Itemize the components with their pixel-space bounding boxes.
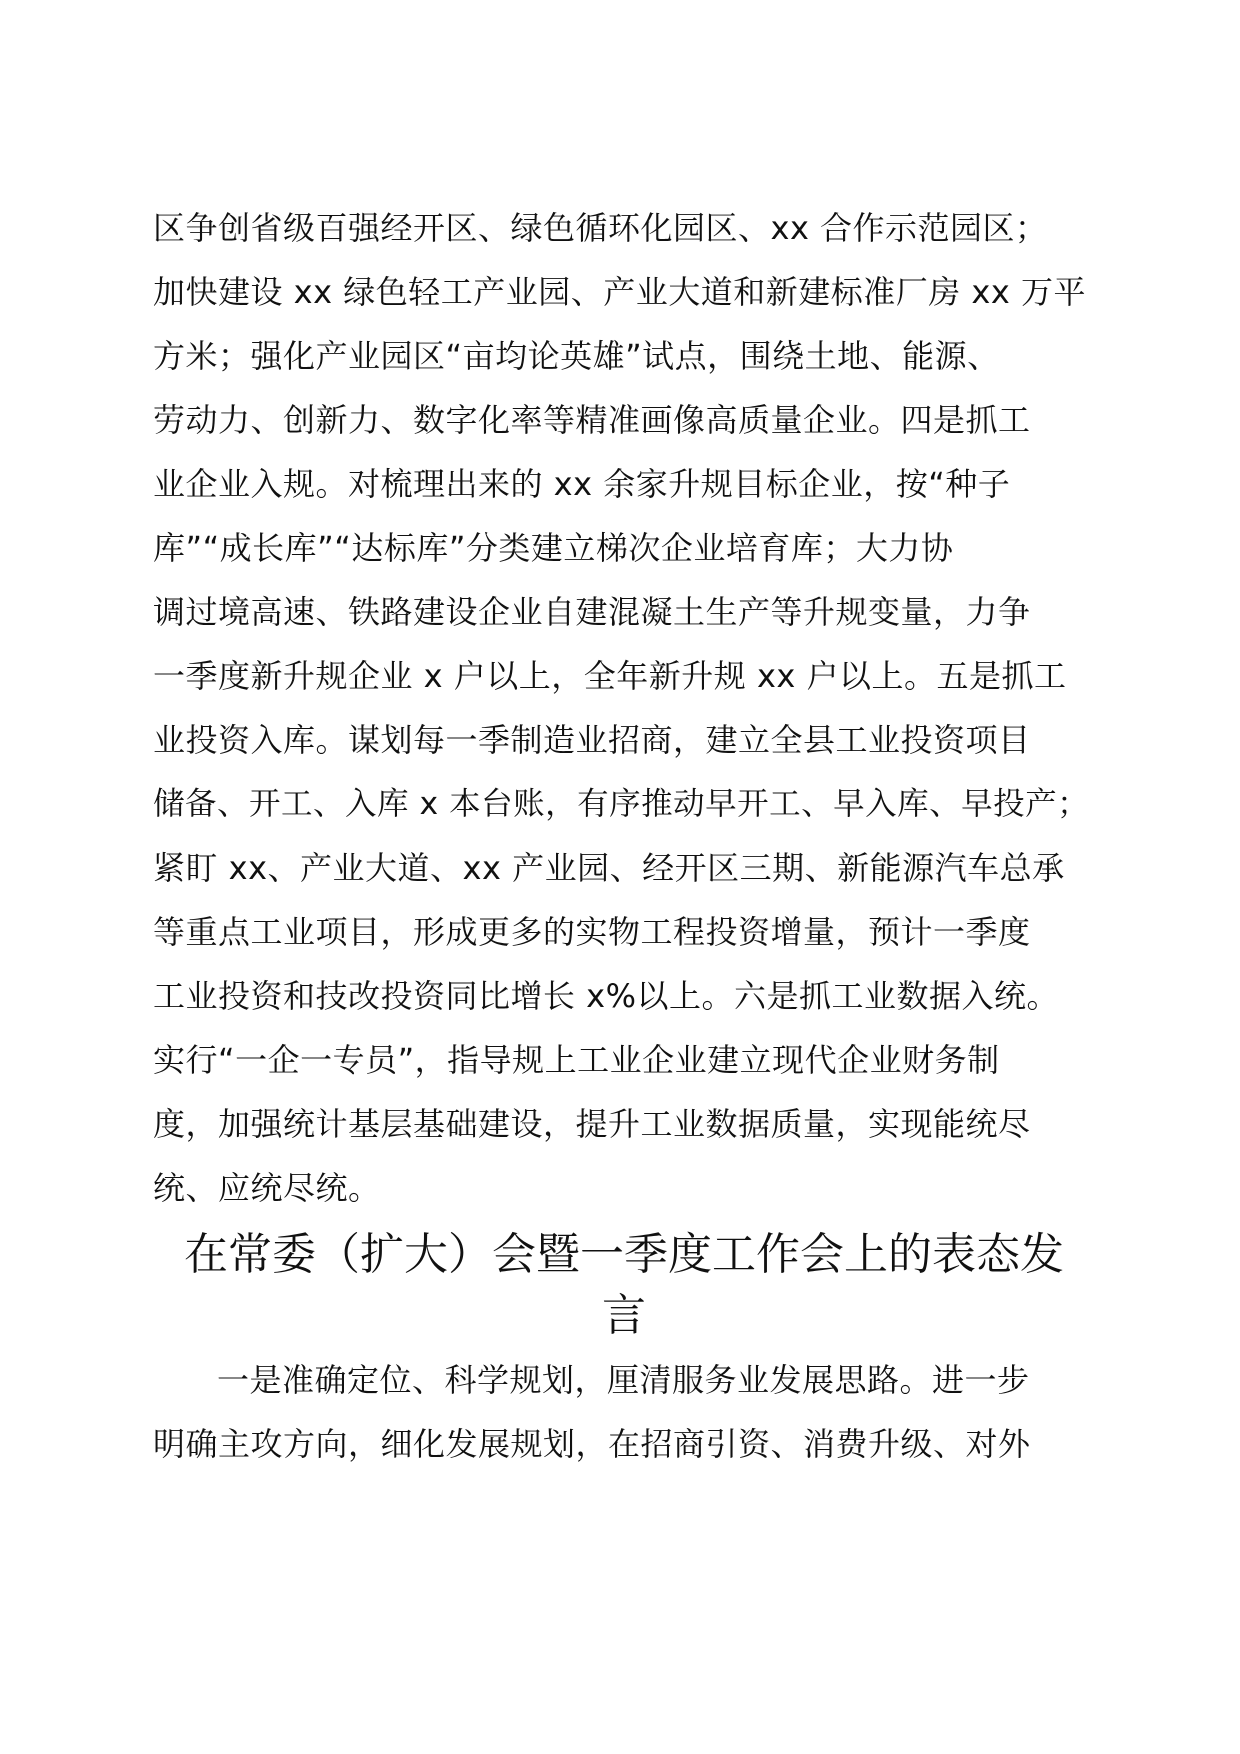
section-title-line: 言 xyxy=(602,1290,646,1341)
text-line: 一是准确定位、科学规划，厘清服务业发展思路。进一步 xyxy=(217,1361,1030,1399)
text-line: 业投资入库。谋划每一季制造业招商，建立全县工业投资项目 xyxy=(153,721,1031,759)
text-line: 度，加强统计基层基础建设，提升工业数据质量，实现能统尽 xyxy=(153,1105,1031,1143)
text-line: 统、应统尽统。 xyxy=(153,1169,381,1207)
text-line: 明确主攻方向，细化发展规划，在招商引资、消费升级、对外 xyxy=(153,1425,1031,1463)
body-paragraph xyxy=(153,196,1095,1220)
text-line: 实行“一企一专员”，指导规上工业企业建立现代企业财务制 xyxy=(153,1041,1000,1079)
text-line: 调过境高速、铁路建设企业自建混凝土生产等升规变量，力争 xyxy=(153,593,1031,631)
text-line: 等重点工业项目，形成更多的实物工程投资增量，预计一季度 xyxy=(153,913,1031,951)
text-line: 一季度新升规企业 x 户以上，全年新升规 xx 户以上。五是抓工 xyxy=(153,657,1067,695)
section-title-line: 在常委（扩大）会暨一季度工作会上的表态发 xyxy=(184,1229,1064,1280)
text-line: 劳动力、创新力、数字化率等精准画像高质量企业。四是抓工 xyxy=(153,401,1031,439)
section-title xyxy=(153,1222,1095,1344)
document-page xyxy=(153,196,1095,1476)
text-line: 工业投资和技改投资同比增长 x%以上。六是抓工业数据入统。 xyxy=(153,977,1060,1015)
section-paragraph xyxy=(153,1348,1095,1476)
text-line: 库”“成长库”“达标库”分类建立梯次企业培育库；大力协 xyxy=(153,529,954,567)
text-line: 储备、开工、入库 x 本台账，有序推动早开工、早入库、早投产； xyxy=(153,786,1090,822)
text-line: 紧盯 xx、产业大道、xx 产业园、经开区三期、新能源汽车总承 xyxy=(153,849,1065,887)
text-line: 区争创省级百强经开区、绿色循环化园区、xx 合作示范园区； xyxy=(153,209,1048,247)
text-line: 加快建设 xx 绿色轻工产业园、产业大道和新建标准厂房 xx 万平 xyxy=(153,273,1086,311)
text-line: 方米；强化产业园区“亩均论英雄”试点，围绕土地、能源、 xyxy=(153,337,1000,375)
text-line: 业企业入规。对梳理出来的 xx 余家升规目标企业，按“种子 xyxy=(153,465,1011,503)
